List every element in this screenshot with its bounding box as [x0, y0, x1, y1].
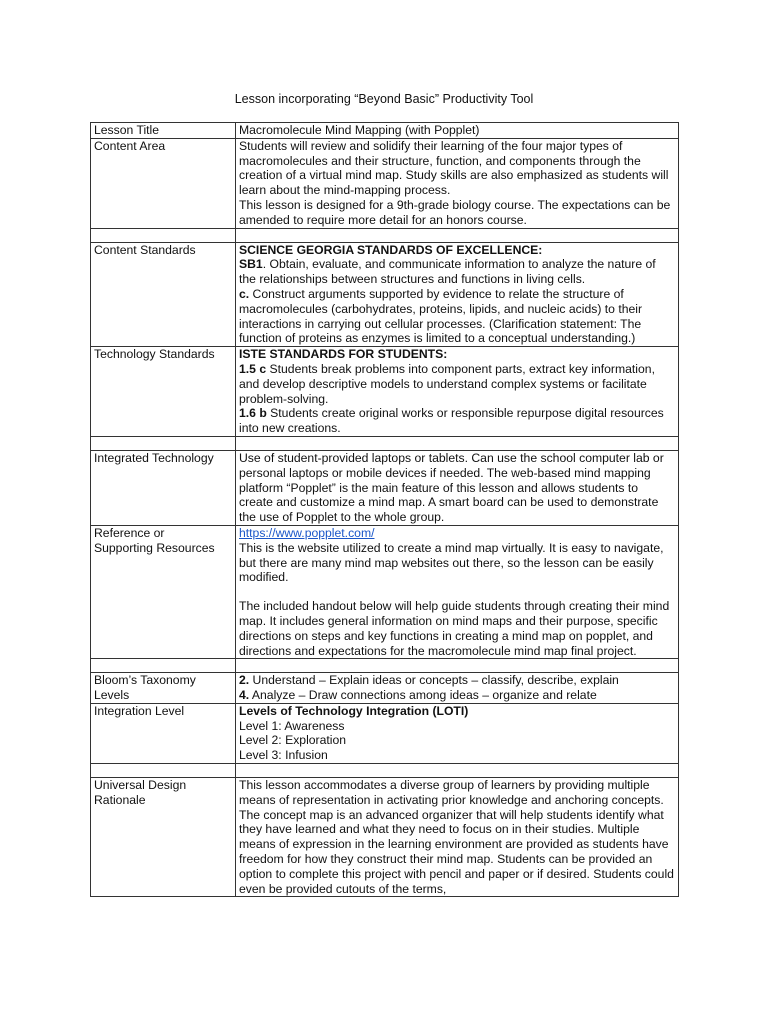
content-standards-heading: SCIENCE GEORGIA STANDARDS OF EXCELLENCE: — [239, 242, 543, 257]
row-technology-standards — [91, 347, 679, 437]
label-resources-line1: Reference or — [94, 525, 165, 540]
label-content-area: Content Area — [91, 138, 236, 228]
popplet-link[interactable]: https://www.popplet.com/ — [239, 525, 375, 540]
standard-sb1 — [239, 257, 675, 287]
value-udl: This lesson accommodates a diverse group of learners by providing multiple means of representation in activating prior knowledge and anchoring concepts. The concept map is an advanced organizer that will help students identify what they have learned and what they need to focus on in their studies. Multiple means of expression in the learning environment are provided as students have freedom for how they construct their mind map. Students can be provided an option to complete this project with pencil and paper or if desired. Students could even be provided cutouts of the terms, — [236, 778, 679, 897]
standard-sb1-code: SB1 — [239, 257, 263, 272]
value-integrated-technology: Use of student-provided laptops or tablets. Can use the school computer lab or personal laptops or mobile devices if needed. The web-based mind mapping platform “Popplet” is the main feature of this lesson and allows students to create and customize a mind map. A smart board can be used to demonstrate the use of Popplet to the whole group. — [236, 450, 679, 525]
blooms-level-4-text: Analyze – Draw connections among ideas – organize and relate — [249, 688, 597, 703]
loti-heading: Levels of Technology Integration (LOTI) — [239, 703, 469, 718]
blooms-level-2-text: Understand – Explain ideas or concepts – classify, describe, explain — [249, 673, 619, 688]
label-resources — [91, 525, 236, 658]
loti-level: Level 2: Exploration — [239, 733, 347, 748]
blooms-level-4 — [239, 688, 675, 703]
label-integrated-technology: Integrated Technology — [91, 450, 236, 525]
label-blooms-line1: Bloom’s Taxonomy — [94, 673, 196, 688]
content-area-description: Students will review and solidify their learning of the four major types of macromolecules and their structure, function, and components through the creation of a virtual mind map. Study skills are also emphasized as students will learn about the mind-mapping process. — [239, 138, 669, 198]
label-udl-line1: Universal Design — [94, 778, 187, 793]
row-content-area — [91, 138, 679, 228]
standard-sb1-text: . Obtain, evaluate, and communicate information to analyze the nature of the relationships between structures and functions in living cells. — [239, 257, 656, 287]
standard-1-5c-code: 1.5 c — [239, 361, 267, 376]
row-blooms — [91, 673, 679, 704]
label-udl — [91, 778, 236, 897]
standard-1-5c — [239, 362, 675, 406]
row-udl — [91, 778, 679, 897]
row-lesson-title — [91, 123, 679, 139]
row-content-standards — [91, 242, 679, 347]
standard-c — [239, 287, 675, 346]
resources-website-note: This is the website utilized to create a mind map virtually. It is easy to navigate, but there are many mind map websites out there, so the lesson can be easily modified. — [239, 540, 664, 585]
lesson-plan-table — [90, 122, 679, 897]
value-content-area — [236, 138, 679, 228]
standard-1-6b-code: 1.6 b — [239, 406, 267, 421]
document-title: Lesson incorporating “Beyond Basic” Productivity Tool — [234, 92, 534, 106]
row-integration-level — [91, 703, 679, 763]
loti-level: Level 1: Awareness — [239, 718, 345, 733]
standard-1-6b-text: Students create original works or responsible repurpose digital resources into new creations. — [239, 406, 664, 436]
value-technology-standards — [236, 347, 679, 437]
blooms-level-2-code: 2. — [239, 673, 250, 688]
content-area-course-note: This lesson is designed for a 9th-grade biology course. The expectations can be amended to require more detail for an honors course. — [239, 197, 671, 227]
label-integration-level: Integration Level — [91, 703, 236, 763]
value-content-standards — [236, 242, 679, 347]
standard-1-6b — [239, 406, 675, 436]
row-resources — [91, 525, 679, 658]
spacer-row — [91, 436, 679, 450]
spacer-row — [91, 228, 679, 242]
label-udl-line2: Rationale — [94, 792, 146, 807]
value-blooms — [236, 673, 679, 704]
spacer-row — [91, 764, 679, 778]
technology-standards-heading: ISTE STANDARDS FOR STUDENTS: — [239, 347, 448, 362]
label-resources-line2: Supporting Resources — [94, 540, 215, 555]
label-blooms-line2: Levels — [94, 688, 130, 703]
standard-c-text: Construct arguments supported by evidence to relate the structure of macromolecules (carbohydrates, proteins, lipids, and nucleic acids) to their interactions in carrying out cellular processes. (Clarification statement: The function of proteins as enzymes is limited to a conceptual understanding.) — [239, 286, 643, 346]
label-lesson-title: Lesson Title — [91, 123, 236, 139]
value-lesson-title: Macromolecule Mind Mapping (with Popplet) — [236, 123, 679, 139]
label-blooms — [91, 673, 236, 704]
value-resources — [236, 525, 679, 658]
blooms-level-2 — [239, 673, 675, 688]
value-integration-level — [236, 703, 679, 763]
loti-level: Level 3: Infusion — [239, 748, 328, 763]
standard-1-5c-text: Students break problems into component parts, extract key information, and develop descriptive models to understand complex systems or facilitate problem-solving. — [239, 361, 655, 406]
label-content-standards: Content Standards — [91, 242, 236, 347]
paragraph-gap — [239, 585, 675, 599]
row-integrated-technology — [91, 450, 679, 525]
blooms-level-4-code: 4. — [239, 688, 250, 703]
spacer-row — [91, 659, 679, 673]
label-technology-standards: Technology Standards — [91, 347, 236, 437]
standard-c-code: c. — [239, 286, 250, 301]
resources-handout-note: The included handout below will help guide students through creating their mind map. It includes general information on mind maps and their purpose, specific directions on steps and key functions in creating a mind map on popplet, and directions and expectations for the macromolecule mind map final project. — [239, 599, 670, 658]
